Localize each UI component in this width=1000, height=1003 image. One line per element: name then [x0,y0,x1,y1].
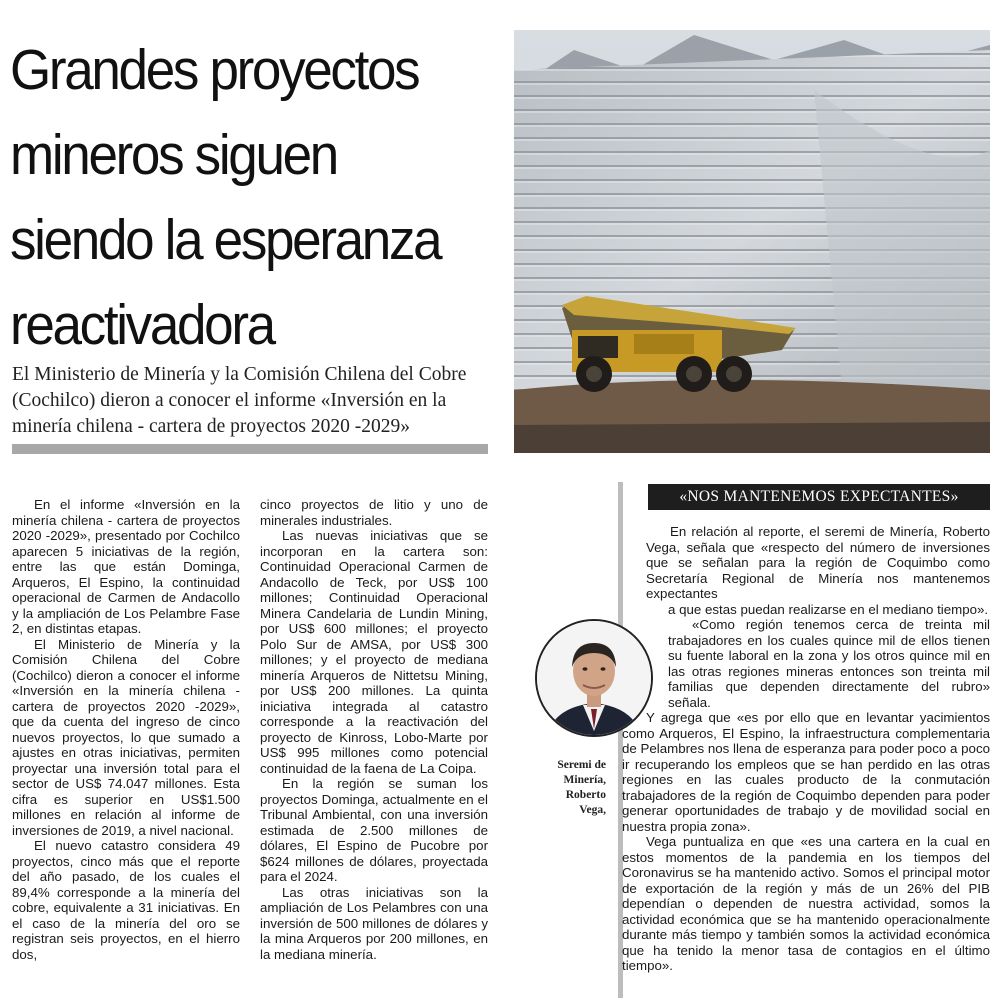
headline: Grandes proyectos mineros siguen siendo la esperanza reactivadora [10,38,441,357]
body-paragraph: Las nuevas iniciativas que se incorporan en la cartera son: Continuidad Operacional Carmen de Andacollo de Teck, por US$ 100 millones; Continuidad Operacional Minera Candelaria de Lundin Mining, por US$ 600 millones; el proyecto Polo Sur de AMSA, por US$ 300 millones; y el proyecto de mediana minería Arqueros de Nittetsu Mining, por US$ 200 millones. La quinta iniciativa integrada al catastro corresponde a la reactivación del proyecto de Kinross, Lobo-Marte por US$ 995 millones como potencial continuidad de la faena de La Coipa. [260,528,488,776]
caption-line: Vega, [579,804,606,816]
caption-line: Minería, [563,774,606,786]
sidebar-paragraph: En relación al reporte, el seremi de Minería, Roberto Vega, señala que «respecto del número de inversiones que se señalan para la región de Coquimbo como Secretaría Regional de Minería nos mantenemos expectantes [646,524,990,601]
caption-line: Roberto [565,789,606,801]
sidebar-body [622,524,990,974]
body-column-1 [12,497,240,962]
lead-paragraph: El Ministerio de Minería y la Comisión Chilena del Cobre (Cochilco) dieron a conocer el informe «Inversión en la minería chilena - cartera de proyectos 2020 -2029» [12,364,467,437]
divider-bar [12,444,488,454]
mine-haul-truck-photo [514,30,990,453]
body-paragraph: El Ministerio de Minería y la Comisión Chilena del Cobre (Cochilco) dieron a conocer el informe «Inversión en la minería chilena - cartera de proyectos 2020 -2029», que da cuenta del ingreso de cinco nuevos proyectos, lo que sumado a ajustes en otras iniciativas, permiten proyectar una inversión total para el sector de US$ 74.047 millones. Esta cifra es superior en US$1.500 millones en relación al informe de inversiones de 2019, a nivel nacional. [12,636,240,838]
body-paragraph: En el informe «Inversión en la minería chilena - cartera de proyectos 2020 -2029», presentado por Cochilco aparecen 5 iniciativas de la región, entre las que están Dominga, Arqueros, El Espino, la continuidad operacional de Carmen de Andacollo y la ampliación de Los Pelambre Fase 2, en distintas etapas. [12,497,240,636]
sidebar-paragraph: «Como región tenemos cerca de treinta mil trabajadores en los cuales quince mil de ellos tienen su fuente laboral en la zona y los otros quince mil en las otras regiones mineras entonces son treinta mil familias que dependen directamente del rubro» señala. [668,617,990,710]
photo-caption [536,758,606,818]
body-paragraph: En la región se suman los proyectos Dominga, actualmente en el Tribunal Ambiental, con una inversión estimada de 2.500 millones de dólares, El Espino de Pucobre por $624 millones de dólares, proyectada para el 2024. [260,776,488,884]
body-paragraph: El nuevo catastro considera 49 proyectos, cinco más que el reporte del año pasado, de los cuales el 89,4% corresponde a la minería del cobre, equivalente a 31 iniciativas. En el caso de la minería del oro se registran seis proyectos, en el hierro dos, [12,838,240,962]
sidebar-title: «NOS MANTENEMOS EXPECTANTES» [648,484,990,510]
caption-line: Seremi de [557,759,606,771]
body-paragraph: cinco proyectos de litio y uno de minerales industriales. [260,497,488,528]
body-column-2 [260,497,488,962]
sidebar-paragraph: a que estas puedan realizarse en el mediano tiempo». [668,601,989,617]
body-paragraph: Las otras iniciativas son la ampliación de Los Pelambres con una inversión de 500 millones de dólares y la mina Arqueros por 200 millones, en la mediana minería. [260,884,488,962]
sidebar-paragraph: Y agrega que «es por ello que en levantar yacimientos como Arqueros, El Espino, la infraestructura complementaria de Pelambres nos llena de esperanza para poder poco a poco ir recuperando los empleos que se han perdido en las otras regiones en las cuales producto de la conmutación trabajadores de la región de Coquimbo dependen para poder generar oportunidades de trabajo y de movilidad social en nuestra propia zona». [622,710,990,834]
sidebar-paragraph: Vega puntualiza en que «es una cartera en la cual en estos momentos de la pandemia en los tiempos del Coronavirus se ha mantenido activo. Somos el principal motor de exportación de la región y más de un 26% del PIB dependían o dependen de nuestra actividad, somos la actividad económica que se ha mantenido operacionalmente durante más tiempo y también somos la actividad económica que ha tenido la menor tasa de contagios en el último tiempo». [622,834,990,973]
